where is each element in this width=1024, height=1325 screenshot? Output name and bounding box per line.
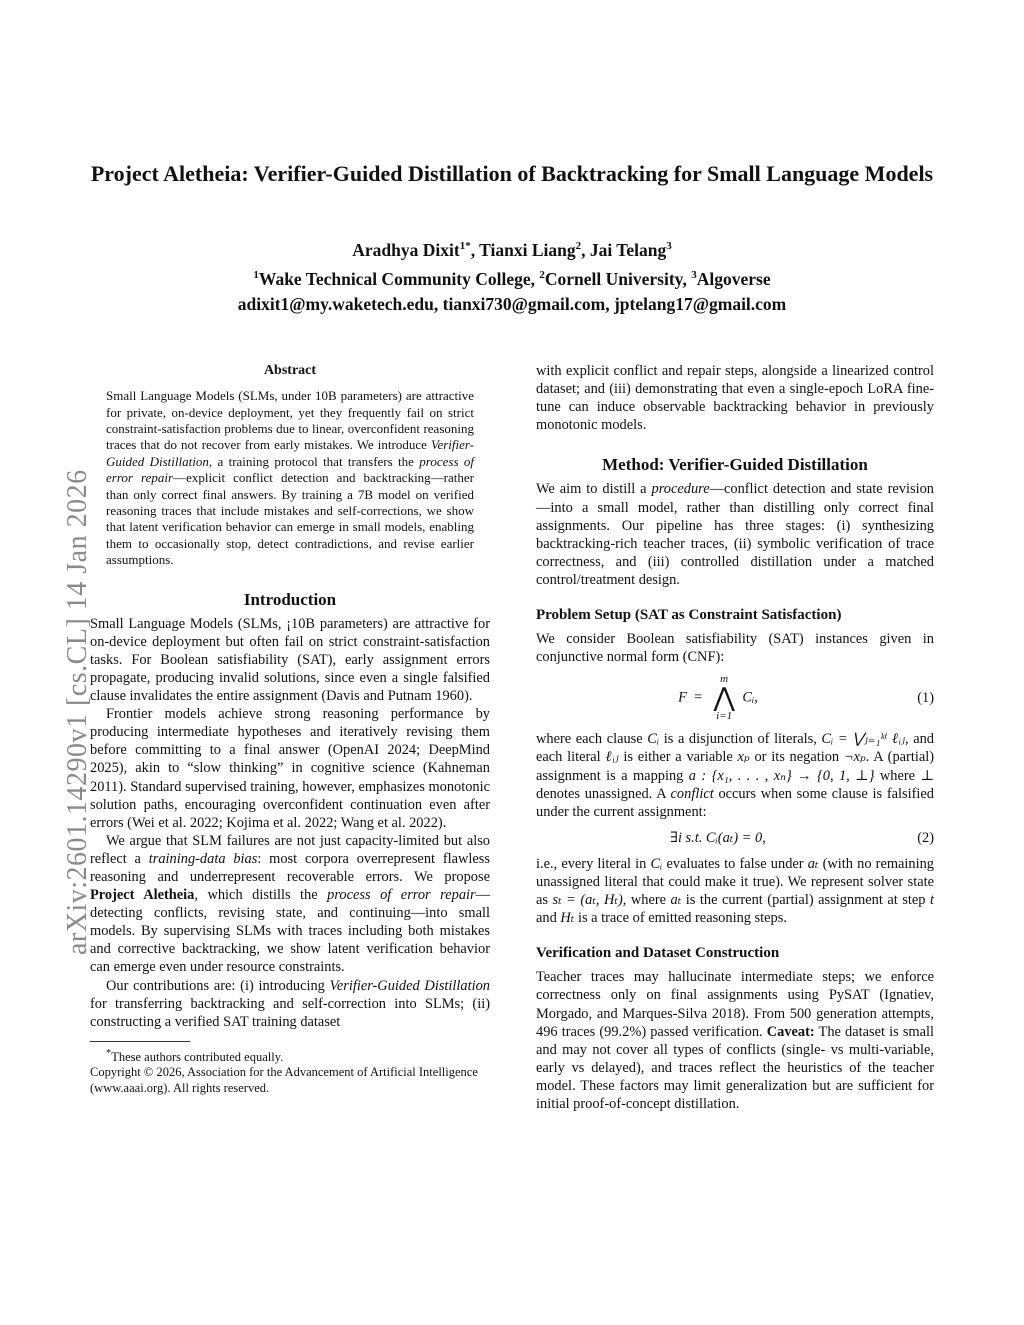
intro-paragraph-3: [90, 832, 490, 977]
method-paragraph: [536, 480, 934, 589]
wedge-lower-limit: i=1: [716, 710, 733, 723]
text-run: , and each literal: [536, 731, 934, 766]
math-run: aₜ: [670, 892, 682, 909]
text-run: i.e., every literal in: [536, 855, 651, 872]
big-wedge-operator: [713, 674, 734, 722]
problem-setup-paragraph-3: [536, 855, 934, 927]
author-block: [80, 234, 944, 317]
affiliation-sup: 3: [691, 268, 697, 281]
text-run: Teacher traces may hallucinate intermediate steps; we enforce correctness only on final assignments using PySAT (Ignatiev, Morgado, and Marques-Silva 2018). From 500 generation attempts, 496 traces (99.2%) passed verification.: [536, 969, 934, 1040]
paper-title: Project Aletheia: Verifier-Guided Distillation of Backtracking for Small Language Models: [90, 161, 934, 186]
text-run-bold: Caveat:: [766, 1023, 815, 1040]
text-run: (with no remaining unassigned literal that could make it true). We represent solver state as: [536, 855, 935, 909]
text-run: Small Language Models (SLMs, under 10B parameters) are attractive for private, on-device deployment, yet they frequently fail on strict constraint-satisfaction problems due to linear, overconfident reasoning traces that do not recover from early mistakes. We introduce: [106, 388, 474, 453]
text-run: is the current (partial) assignment at step: [681, 892, 930, 909]
text-run-italic: training-data bias: [148, 850, 258, 867]
text-run-italic: conflict: [670, 785, 714, 802]
math-run: aₜ: [807, 855, 819, 872]
text-run: —conflict detection and state revision—into a small model, rather than distilling only correct final assignments. Our pipeline has three stages: (i) synthesizing backtracking-rich teacher traces, (ii) symbolic verification of trace correctness, and (iii) controlled distillation under a matched control/treatment design.: [536, 481, 934, 588]
footnote-mark: *: [106, 1047, 112, 1059]
math-run: Cᵢ: [650, 855, 663, 872]
text-run: occurs when some clause is falsified under the current assignment:: [536, 785, 934, 820]
text-run-italic: Verifier-Guided Distillation: [106, 437, 474, 469]
affiliation: Algoverse: [696, 268, 771, 289]
author-name: Tianxi Liang: [479, 239, 576, 260]
affiliation: Cornell University,: [544, 268, 687, 289]
eq-symbol: Cᵢ,: [742, 689, 758, 706]
method-heading: Method: Verifier-Guided Distillation: [602, 455, 868, 475]
text-run: is either a variable: [618, 749, 738, 766]
arxiv-id-text: arXiv:2601.14290v1 [cs.CL] 14 Jan 2026: [62, 469, 93, 955]
text-run: Our contributions are: (i) introducing: [106, 977, 330, 994]
introduction-heading: Introduction: [243, 589, 337, 609]
footnote-block: [90, 1046, 490, 1097]
eq-symbol: F: [678, 689, 687, 706]
text-run: —detecting conflicts, revising state, and continuing—into small models. By supervising SLMs with traces including both mistakes and corrective backtracking, we show latent verification behavior can emerge even under resource constraints.: [90, 887, 491, 976]
math-run: sₜ = (aₜ, Hₜ): [552, 892, 623, 909]
intro-paragraph-2: Frontier models achieve strong reasoning performance by producing intermediate hypotheses and iteratively revising them before committing to a final answer (OpenAI 2024; DeepMind 2025), akin to “slow thinking” in cognitive science (Kahneman 2011). Standard supervised training, however, emphasizes monotonic solution paths, encouraging overconfident continuation even after errors (Wei et al. 2022; Kojima et al. 2022; Wang et al. 2022).: [90, 706, 490, 831]
problem-setup-heading: Problem Setup (SAT as Constraint Satisfaction): [536, 607, 842, 624]
equation-2: [536, 829, 934, 847]
affiliations: [80, 263, 944, 292]
author-sup: 1*: [459, 240, 471, 252]
text-run: or its negation: [749, 749, 844, 766]
text-run-italic: process of error repair: [106, 453, 474, 486]
affiliation-sup: 2: [539, 268, 545, 281]
affiliation: Wake Technical Community College,: [258, 268, 536, 289]
text-run: where each clause: [536, 731, 648, 748]
math-run: a : {x₁, . . . , xₙ} → {0, 1, ⊥}: [688, 767, 875, 784]
text-run: where ⊥ denotes unassigned. A: [536, 767, 934, 802]
text-run-bold: Project Aletheia: [90, 887, 195, 904]
right-column: [536, 362, 934, 1113]
text-run: We aim to distill a: [536, 481, 652, 498]
equation-1-number: (1): [917, 690, 934, 707]
author-emails: adixit1@my.waketech.edu, tianxi730@gmail.com, jptelang17@gmail.com: [237, 293, 787, 314]
author-names: Aradhya Dixit$^{1*}$, Tianxi Liang$^2$, Jai Telang$^3$: [352, 239, 672, 260]
author-name: Aradhya Dixit: [352, 239, 460, 260]
contributions-continued: with explicit conflict and repair steps, alongside a linearized control dataset; and (iii) demonstrating that even a single-epoch LoRA fine-tune can induce observable backtracking behavior in previously monotonic models.: [536, 363, 934, 434]
math-run: ℓᵢⱼ: [605, 749, 619, 766]
math-run: ¬xₚ: [843, 749, 866, 766]
equation-1-body: [536, 674, 900, 722]
problem-setup-paragraph-1: We consider Boolean satisfiability (SAT) instances given in conjunctive normal form (CNF):: [536, 631, 934, 666]
problem-setup-paragraph-2: [536, 730, 934, 820]
equation-1: [536, 674, 934, 722]
intro-paragraph-1: Small Language Models (SLMs, ¡10B parameters) are attractive for on-device deployment but often fail on strict constraint-satisfaction tasks. For Boolean satisfiability (SAT), early assignment errors propagate, producing invalid solutions, since even a single falsified clause invalidates the entire assignment (Davis and Putnam 1960).: [90, 615, 490, 705]
verification-paragraph: [536, 968, 934, 1113]
text-run: and: [536, 910, 561, 927]
math-run: Cᵢ = ⋁ⱼ₌₁ᵏⁱ ℓᵢⱼ: [821, 731, 906, 748]
footnote-rule: [90, 1041, 190, 1042]
verification-heading: Verification and Dataset Construction: [536, 945, 780, 962]
text-run: , a training protocol that transfers the: [208, 453, 420, 469]
author-sup: 2: [575, 240, 582, 252]
footnote-text: These authors contributed equally.: [111, 1049, 284, 1064]
text-run: We argue that SLM failures are not just capacity-limited but also reflect a: [90, 832, 490, 867]
left-column: [90, 362, 490, 1096]
text-run: : most corpora overrepresent flawless reasoning and underrepresent recoverable errors. We propose: [90, 850, 490, 885]
text-run: , where: [622, 892, 671, 909]
text-run: is a trace of emitted reasoning steps.: [574, 910, 787, 927]
wedge-upper-limit: m: [720, 673, 729, 686]
affiliation-sup: 1: [253, 268, 259, 281]
eq-symbol: =: [694, 689, 703, 706]
footnote-equal-contribution: [90, 1046, 490, 1066]
text-run-italic: procedure: [651, 481, 710, 498]
math-run: t: [929, 892, 934, 909]
text-run-italic: Verifier-Guided Distillation: [329, 977, 490, 994]
text-run: is a disjunction of literals,: [659, 731, 822, 748]
equation-2-body: ∃i s.t. Cᵢ(aₜ) = 0,: [670, 829, 766, 846]
text-run-italic: process of error repair: [327, 887, 476, 904]
abstract-heading: Abstract: [263, 363, 317, 378]
text-run: . A (partial) assignment is a mapping: [536, 749, 934, 784]
abstract-text: [106, 388, 474, 568]
text-run: , which distills the: [194, 887, 328, 904]
author-sup: 3: [666, 240, 672, 252]
author-name: Jai Telang: [589, 239, 667, 260]
math-run: xₚ: [737, 749, 750, 766]
wedge-symbol: ⋀: [713, 683, 735, 713]
text-run: —explicit conflict detection and backtracking—rather than only correct final answers. By training a 7B model on verified reasoning traces that include mistakes and self-corrections, we show that latent verification behavior can emerge in small models, enabling them to occasionally stop, detect contradictions, and revise earlier assumptions.: [106, 470, 474, 568]
text-run: evaluates to false under: [662, 855, 808, 872]
math-run: Hₜ: [560, 910, 575, 927]
copyright-notice: Copyright © 2026, Association for the Advancement of Artificial Intelligence (www.aaai.org). All rights reserved.: [90, 1065, 478, 1095]
math-run: Cᵢ: [647, 731, 660, 748]
intro-paragraph-4: [90, 977, 490, 1031]
equation-2-number: (2): [917, 829, 934, 846]
text-run: The dataset is small and may not cover all types of conflicts (single- vs multi-variable, early vs delayed), and traces reflect the heuristics of the teacher model. These factors may limit generalization but are sufficient for initial proof-of-concept distillation.: [536, 1023, 934, 1112]
text-run: for transferring backtracking and self-correction into SLMs; (ii) constructing a verified SAT training dataset: [90, 995, 490, 1030]
